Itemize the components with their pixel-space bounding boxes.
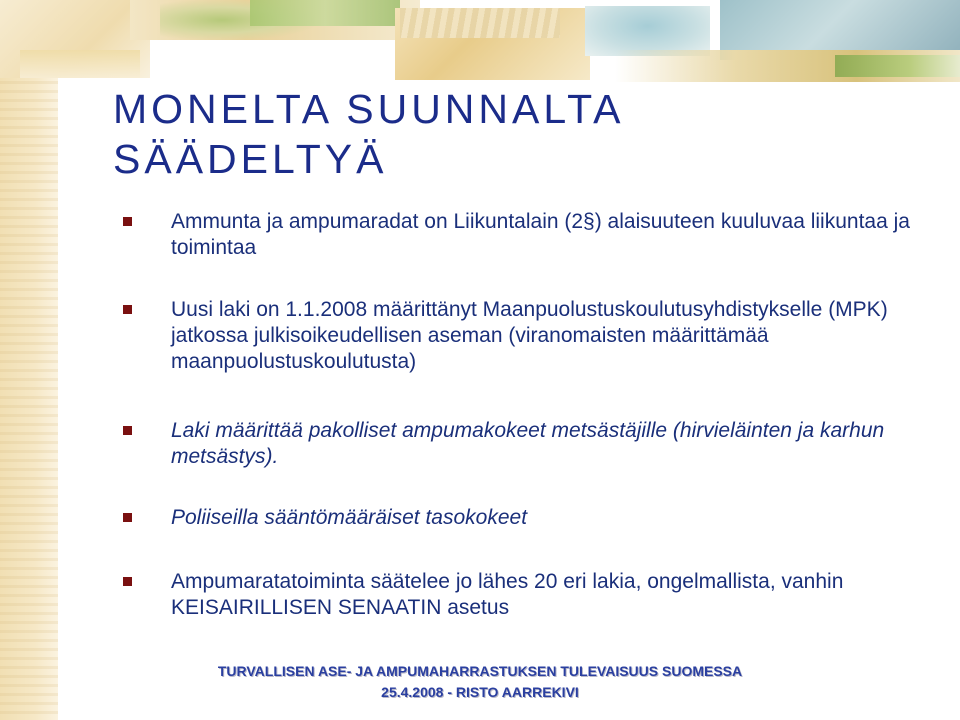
- header-decoration: [835, 55, 960, 77]
- square-bullet-icon: [123, 426, 132, 435]
- square-bullet-icon: [123, 577, 132, 586]
- bullet-text: Ampumaratatoiminta säätelee jo lähes 20 eri lakia, ongelmallista, vanhin KEISAIRILLISEN SENAATIN asetus: [171, 570, 844, 619]
- header-decoration: [400, 8, 560, 38]
- header-decoration: [585, 6, 710, 56]
- slide-title: [113, 84, 624, 184]
- left-decorative-strip: [0, 0, 58, 720]
- footer-date-author: 25.4.2008 - RISTO AARREKIVI: [381, 684, 579, 700]
- square-bullet-icon: [123, 305, 132, 314]
- square-bullet-icon: [123, 513, 132, 522]
- footer-title: TURVALLISEN ASE- JA AMPUMAHARRASTUKSEN TULEVAISUUS SUOMESSA: [217, 663, 743, 679]
- square-bullet-icon: [123, 217, 132, 226]
- header-decoration: [250, 0, 400, 26]
- header-decoration: [20, 50, 140, 78]
- bullet-text: Laki määrittää pakolliset ampumakokeet metsästäjille (hirvieläinten ja karhun metsästys).: [171, 419, 885, 468]
- bullet-text: Ammunta ja ampumaradat on Liikuntalain (2§) alaisuuteen kuuluvaa liikuntaa ja toimintaa: [171, 210, 910, 259]
- slide-title-line-2: SÄÄDELTYÄ: [113, 136, 388, 182]
- slide-title-line-1: MONELTA SUUNNALTA: [113, 86, 625, 132]
- bullet-text: Poliiseilla sääntömääräiset tasokokeet: [171, 506, 528, 529]
- bullet-text: Uusi laki on 1.1.2008 määrittänyt Maanpuolustuskoulutusyhdistykselle (MPK) jatkossa julkisoikeudellisen aseman (viranomaisten määrittämää maanpuolustuskoulutusta): [171, 298, 888, 373]
